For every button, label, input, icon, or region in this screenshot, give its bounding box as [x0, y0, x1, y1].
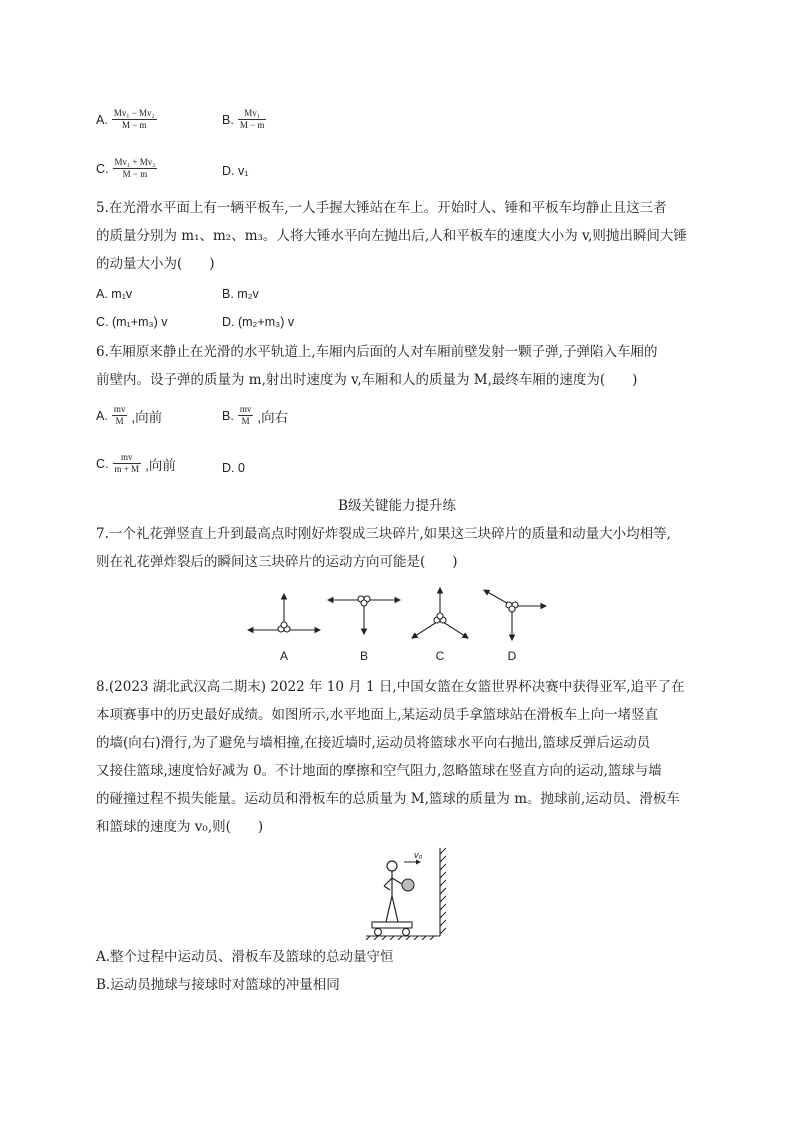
q4-option-d — [222, 164, 248, 178]
q6-option-a — [96, 404, 162, 427]
q7-diagram-c — [412, 588, 468, 638]
q7-diagram-a — [248, 594, 320, 632]
q8-line1: 8.(2023 湖北武汉高二期末) 2022 年 10 月 1 日,中国女篮在女篮世界杯决赛中获得亚军,追平了在 — [96, 679, 685, 695]
q6-option-d: D. 0 — [222, 461, 245, 475]
q4-c-label: C. — [96, 161, 109, 176]
q5-line1: 5.在光滑水平面上有一辆平板车,一人手握大锤站在车上。开始时人、锤和平板车均静止且这三者 — [96, 200, 667, 216]
q5-option-c: C. (m₁+m₃) v — [96, 315, 168, 329]
q4-c-num: Mv₁ + Mv₂ — [114, 157, 156, 167]
q7-label-d: D — [507, 649, 517, 663]
q4-option-b — [222, 108, 266, 131]
q6-c-suffix: ,向前 — [145, 457, 176, 473]
q4-d-label: D. — [222, 164, 235, 178]
q4-b-den: M − m — [239, 120, 265, 130]
q4-a-num: Mv₁ − Mv₂ — [113, 108, 155, 118]
q6-line2: 前壁内。设子弹的质量为 m,射出时速度为 v,车厢和人的质量为 M,最终车厢的速度为( ) — [96, 372, 638, 388]
q6-a-num: mv — [113, 404, 126, 414]
skateboard — [372, 922, 412, 936]
q4-option-a — [96, 108, 157, 131]
q8-option-a: A.整个过程中运动员、滑板车及篮球的总动量守恒 — [96, 949, 394, 965]
q6-option-b — [222, 404, 288, 427]
q7-diagram-d — [484, 590, 546, 640]
q8-line6: 和篮球的速度为 v₀,则( ) — [96, 819, 264, 835]
q6-a-label: A. — [96, 408, 108, 423]
q6-c-num: mv — [121, 452, 133, 462]
q7-diagram-b — [328, 596, 400, 634]
q5-line3: 的动量大小为( ) — [96, 256, 215, 272]
q4-b-label: B. — [222, 112, 234, 127]
q4-a-fraction — [112, 108, 157, 131]
q6-b-label: B. — [222, 408, 234, 423]
q5-option-a: A. m₁v — [96, 287, 133, 301]
basketball — [402, 879, 414, 891]
q8-figure — [362, 844, 454, 940]
q4-b-fraction — [238, 108, 267, 131]
q6-c-den: m + M — [114, 464, 140, 474]
q4-a-label: A. — [96, 112, 108, 127]
q5-line2: 的质量分别为 m₁、m₂、m₃。人将大锤水平向左抛出后,人和平板车的速度大小为 v,则抛出瞬间大锤 — [96, 228, 687, 244]
q6-b-num: mv — [239, 404, 252, 414]
q7-line2: 则在礼花弹炸裂后的瞬间这三块碎片的运动方向可能是( ) — [96, 554, 458, 570]
q8-line3: 的墙(向右)滑行,为了避免与墙相撞,在接近墙时,运动员将篮球水平向右抛出,篮球反弹后运动员 — [96, 735, 651, 751]
athlete — [384, 861, 402, 922]
q6-b-den: M — [238, 415, 254, 427]
q7-line1: 7.一个礼花弹竖直上升到最高点时刚好炸裂成三块碎片,如果这三块碎片的质量和动量大小均相等, — [96, 526, 671, 542]
q6-a-fraction — [112, 404, 128, 427]
q6-b-suffix: ,向右 — [257, 409, 289, 425]
wall — [440, 848, 446, 936]
q6-a-den: M — [112, 415, 128, 427]
q6-b-fraction — [238, 404, 254, 427]
q8-line5: 的碰撞过程不损失能量。运动员和滑板车的总质量为 M,篮球的质量为 m。抛球前,运动员、滑板车 — [96, 791, 680, 807]
q6-a-suffix: ,向前 — [131, 409, 163, 425]
ground — [366, 936, 440, 940]
q4-c-den: M − m — [113, 168, 158, 180]
q4-c-fraction — [113, 157, 158, 180]
q6-option-c — [96, 452, 176, 475]
q6-c-label: C. — [96, 456, 109, 471]
section-title: B级关键能力提升练 — [338, 498, 456, 514]
q4-d-text: v₁ — [237, 164, 249, 178]
q7-label-a: A — [279, 649, 289, 663]
q5-option-d: D. (m₂+m₃) v — [222, 315, 295, 329]
q4-b-num: Mv₁ — [244, 108, 260, 118]
q4-option-c — [96, 157, 157, 180]
q8-option-b: B.运动员抛球与接球时对篮球的冲量相同 — [96, 977, 340, 993]
q7-label-c: C — [435, 649, 445, 663]
q7-label-b: B — [359, 649, 369, 663]
q4-a-den: M − m — [112, 119, 157, 131]
q8-line4: 又接住篮球,速度恰好减为 0。不计地面的摩擦和空气阻力,忽略篮球在竖直方向的运动,篮球与墙 — [96, 763, 662, 779]
velocity-label: v₀ — [414, 850, 423, 860]
q6-c-fraction — [113, 452, 142, 475]
q7-figure — [240, 582, 560, 666]
q8-line2: 本项赛事中的历史最好成绩。如图所示,水平地面上,某运动员手拿篮球站在滑板车上向一堵竖直 — [96, 707, 659, 723]
q6-line1: 6.车厢原来静止在光滑的水平轨道上,车厢内后面的人对车厢前壁发射一颗子弹,子弹陷入车厢的 — [96, 344, 658, 360]
q5-option-b: B. m₂v — [222, 287, 259, 301]
